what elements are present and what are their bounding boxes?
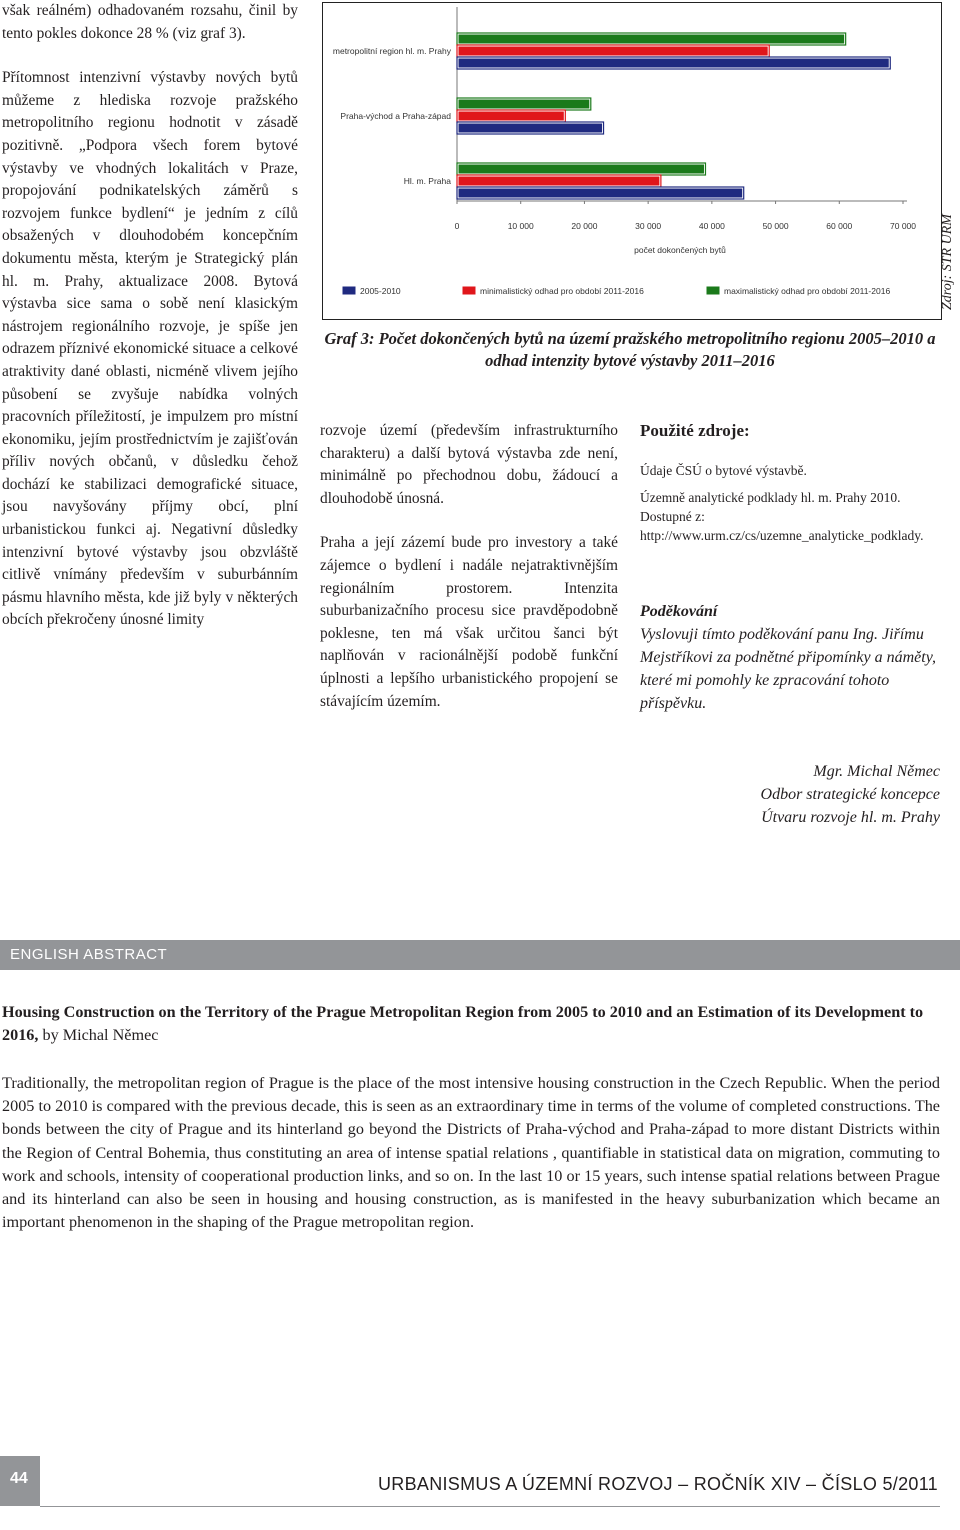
author-org: Útvaru rozvoje hl. m. Prahy — [761, 809, 940, 826]
chart-caption: Graf 3: Počet dokončených bytů na území pražského metropolitního regionu 2005–2010 a odhad intenzity bytové výstavby 2011–2016 — [324, 329, 936, 370]
legend-swatch — [343, 287, 355, 294]
author-name: Mgr. Michal Němec — [813, 763, 940, 780]
bar-fill — [459, 47, 768, 56]
spacer — [320, 510, 618, 532]
x-tick-label: 0 — [454, 221, 460, 231]
middle-column — [320, 420, 618, 713]
abstract-body: Traditionally, the metropolitan region of Prague is the place of the most intensive housing construction in the Czech Republic. When the period 2005 to 2010 is compared with the previous decade, this is seen as an extraordinary time in terms of the volume of completed constructions. The bonds between the city of Prague and its hinterland go beyond the Districts of Praha-východ and Praha-západ to more distant Districts within the Region of Central Bohemia, thus constituting an area of intense spatial relations , quantifiable in statistical data on migration, commuting to work and schools, intensity of cooperational production links, and so on. In the last 10 or 15 years, such intense spatial relations between Prague and its hinterland can also be seen in housing and housing construction, as is manifested in the heavy suburbanization which became an important phenomenon in the shaping of the Prague metropolitan region. — [2, 1074, 940, 1232]
bar-fill — [459, 112, 564, 121]
bar-fill — [459, 165, 704, 174]
mid-paragraph-1: rozvoje území (především infrastrukturního charakteru) a další bytová výstavba zde není, minimálně po přechodnou dobu, žádoucí a dlouhodobě únosná. — [320, 422, 618, 507]
legend-swatch — [707, 287, 719, 294]
category-label: Hl. m. Praha — [403, 176, 451, 186]
thanks-text: Vyslovuji tímto poděkování panu Ing. Jiřímu Mejstříkovi za podnětné připomínky a náměty, které mi pomohly ke zpracování tohoto příspěvku. — [640, 625, 936, 712]
abstract-bar-label: ENGLISH ABSTRACT — [10, 946, 168, 963]
x-tick-label: 10 000 — [507, 221, 534, 231]
x-tick-label: 30 000 — [635, 221, 662, 231]
spacer — [2, 45, 298, 67]
bar-fill — [459, 189, 743, 198]
left-paragraph-1: však reálném) odhadovaném rozsahu, činil by tento pokles dokonce 28 % (viz graf 3). — [2, 2, 298, 42]
abstract-bar — [0, 940, 960, 970]
abstract-title-bold: Housing Construction on the Territory of the Prague Metropolitan Region from 2005 to 2010 and an Estimation of its Development to 2016, — [2, 1003, 924, 1044]
side-source — [940, 214, 960, 330]
bar-chart — [323, 3, 941, 319]
bar-fill — [459, 124, 603, 133]
bar-fill — [459, 35, 845, 44]
x-tick-label: 60 000 — [826, 221, 853, 231]
x-tick-label: 40 000 — [698, 221, 725, 231]
legend-label: 2005-2010 — [360, 286, 401, 296]
abstract-title — [2, 1001, 942, 1047]
page-number-box — [0, 1456, 40, 1506]
mid-paragraph-2: Praha a její zázemí bude pro investory a také zájemce o bydlení i nadále nejatraktivnějším regionálním prostorem. Intenzita suburbanizačního procesu sice pravděpodobně poklesne, ten má však určitou šanci být naplňován v racionálnější podobě funkční úplnosti a lepšího urbanistického propojení se stávajícím územím. — [320, 534, 618, 710]
side-source-label: Zdroj: STR URM — [940, 214, 955, 310]
chart-frame — [322, 2, 942, 320]
thanks-title: Poděkování — [640, 602, 718, 620]
bar-fill — [459, 59, 889, 68]
x-axis-label: počet dokončených bytů — [634, 245, 726, 255]
right-column — [640, 420, 940, 715]
bar-fill — [459, 177, 660, 186]
page-number: 44 — [10, 1470, 28, 1487]
source-item: Údaje ČSÚ o bytové výstavbě. — [640, 462, 807, 478]
left-column — [2, 0, 298, 632]
x-tick-label: 20 000 — [571, 221, 598, 231]
source-item: Územně analytické podklady hl. m. Prahy 2010. Dostupné z: http://www.urm.cz/cs/uzemne_analyticke_podklady. — [640, 489, 924, 543]
category-label: Praha-východ a Praha-západ — [340, 111, 451, 121]
abstract-author: by Michal Němec — [38, 1026, 159, 1044]
legend-label: minimalistický odhad pro období 2011-2016 — [480, 286, 644, 296]
legend-swatch — [463, 287, 475, 294]
left-paragraph-2: Přítomnost intenzivní výstavby nových bytů můžeme z hlediska rozvoje pražského metropolitního regionu hodnotit v zásadě pozitivně. „Podpora všech forem bytové výstavby ve vhodných lokalitách v Praze, propojování podnikatelských záměrů s rozvojem funkce bydlení“ je jedním z cílů obsažených v dlouhodobém koncepčním dokumentu města, kterým je Strategický plán hl. m. Prahy, aktualizace 2008. Bytová výstavba sice sama o sobě není klasickým nástrojem regionálního rozvoje, je spíše jen odrazem příznivé ekonomické situace a celkové atraktivity dané oblasti, nicméně vlivem jejího působení se zvyšuje nabídka volných pracovních příležitostí, je impulzem pro místní ekonomiku, jejím prostřednictvím je zajišťován příliv nových občanů, v důsledku čehož dochází ke stabilizaci demografické situace, jsou navyšovány příjmy obcí, plní urbanistickou funkci aj. Negativní důsledky intenzivní bytové výstavby jsou obzvláště citlivě vnímány především v suburbánním pásmu hlavního města, kde již byly v některých obcích překročeny únosné limity — [2, 69, 298, 629]
author-dept: Odbor strategické koncepce — [760, 786, 940, 803]
sources-title: Použité zdroje: — [640, 421, 750, 440]
signature — [640, 760, 940, 829]
footer-rule — [40, 1506, 940, 1507]
journal-title: URBANISMUS A ÚZEMNÍ ROZVOJ – ROČNÍK XIV – ČÍSLO 5/2011 — [377, 1474, 938, 1494]
x-tick-label: 70 000 — [890, 221, 916, 231]
legend-label: maximalistický odhad pro období 2011-2016 — [724, 286, 891, 296]
bar-fill — [459, 100, 590, 109]
x-tick-label: 50 000 — [762, 221, 789, 231]
category-label: metropolitní region hl. m. Prahy — [332, 46, 451, 56]
